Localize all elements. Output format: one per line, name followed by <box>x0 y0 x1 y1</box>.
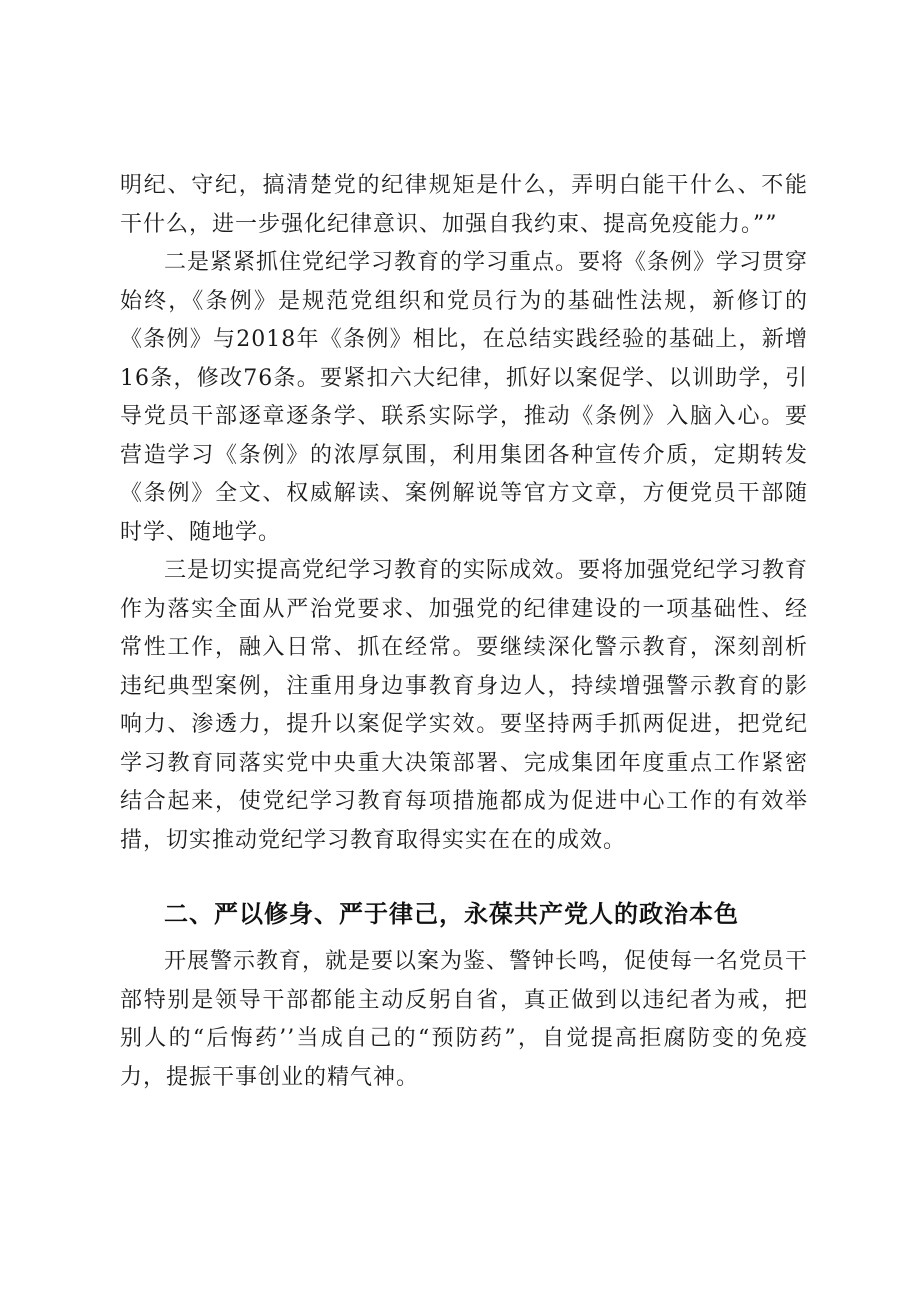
body-text-upper <box>120 167 808 860</box>
paragraph-continuation: 明纪、守纪，搞清楚党的纪律规矩是什么，弄明白能干什么、不能干什么，进一步强化纪律意识、加强自我约束、提高免疫能力。”” <box>120 173 808 237</box>
paragraph-warning-education: 开展警示教育，就是要以案为鉴、警钟长鸣，促使每一名党员干部特别是领导干部都能主动反躬自省，真正做到以违纪者为戒，把别人的“后悔药’’当成自己的“预防药”，自觉提高拒腐防变的免疫力，提振干事创业的精气神。 <box>120 949 809 1090</box>
paragraph-study-results: 三是切实提高党纪学习教育的实际成效。要将加强党纪学习教育作为落实全面从严治党要求、加强党的纪律建设的一项基础性、经常性工作，融入日常、抓在经常。要继续深化警示教育，深刻剖析违纪典型案例，注重用身边事教育身边人，持续增强警示教育的影响力、渗透力，提升以案促学实效。要坚持两手抓两促进，把党纪学习教育同落实党中央重大决策部署、完成集团年度重点工作紧密结合起来，使党纪学习教育每项措施都成为促进中心工作的有效举措，切实推动党纪学习教育取得实实在在的成效。 <box>120 558 809 853</box>
section-heading: 二、严以修身、严于律己，永葆共产党人的政治本色 <box>164 900 739 928</box>
body-text-lower <box>120 943 808 1097</box>
paragraph-study-focus: 二是紧紧抓住党纪学习教育的学习重点。要将《条例》学习贯穿始终，《条例》是规范党组织和党员行为的基础性法规，新修订的《条例》与2018年《条例》相比，在总结实践经验的基础上，新增16条，修改76条。要紧扣六大纪律，抓好以案促学、以训助学，引导党员干部逐章逐条学、联系实际学，推动《条例》入脑入心。要营造学习《条例》的浓厚氛围，利用集团各种宣传介质，定期转发《条例》全文、权威解读、案例解说等官方文章，方便党员干部随时学、随地学。 <box>120 250 809 545</box>
